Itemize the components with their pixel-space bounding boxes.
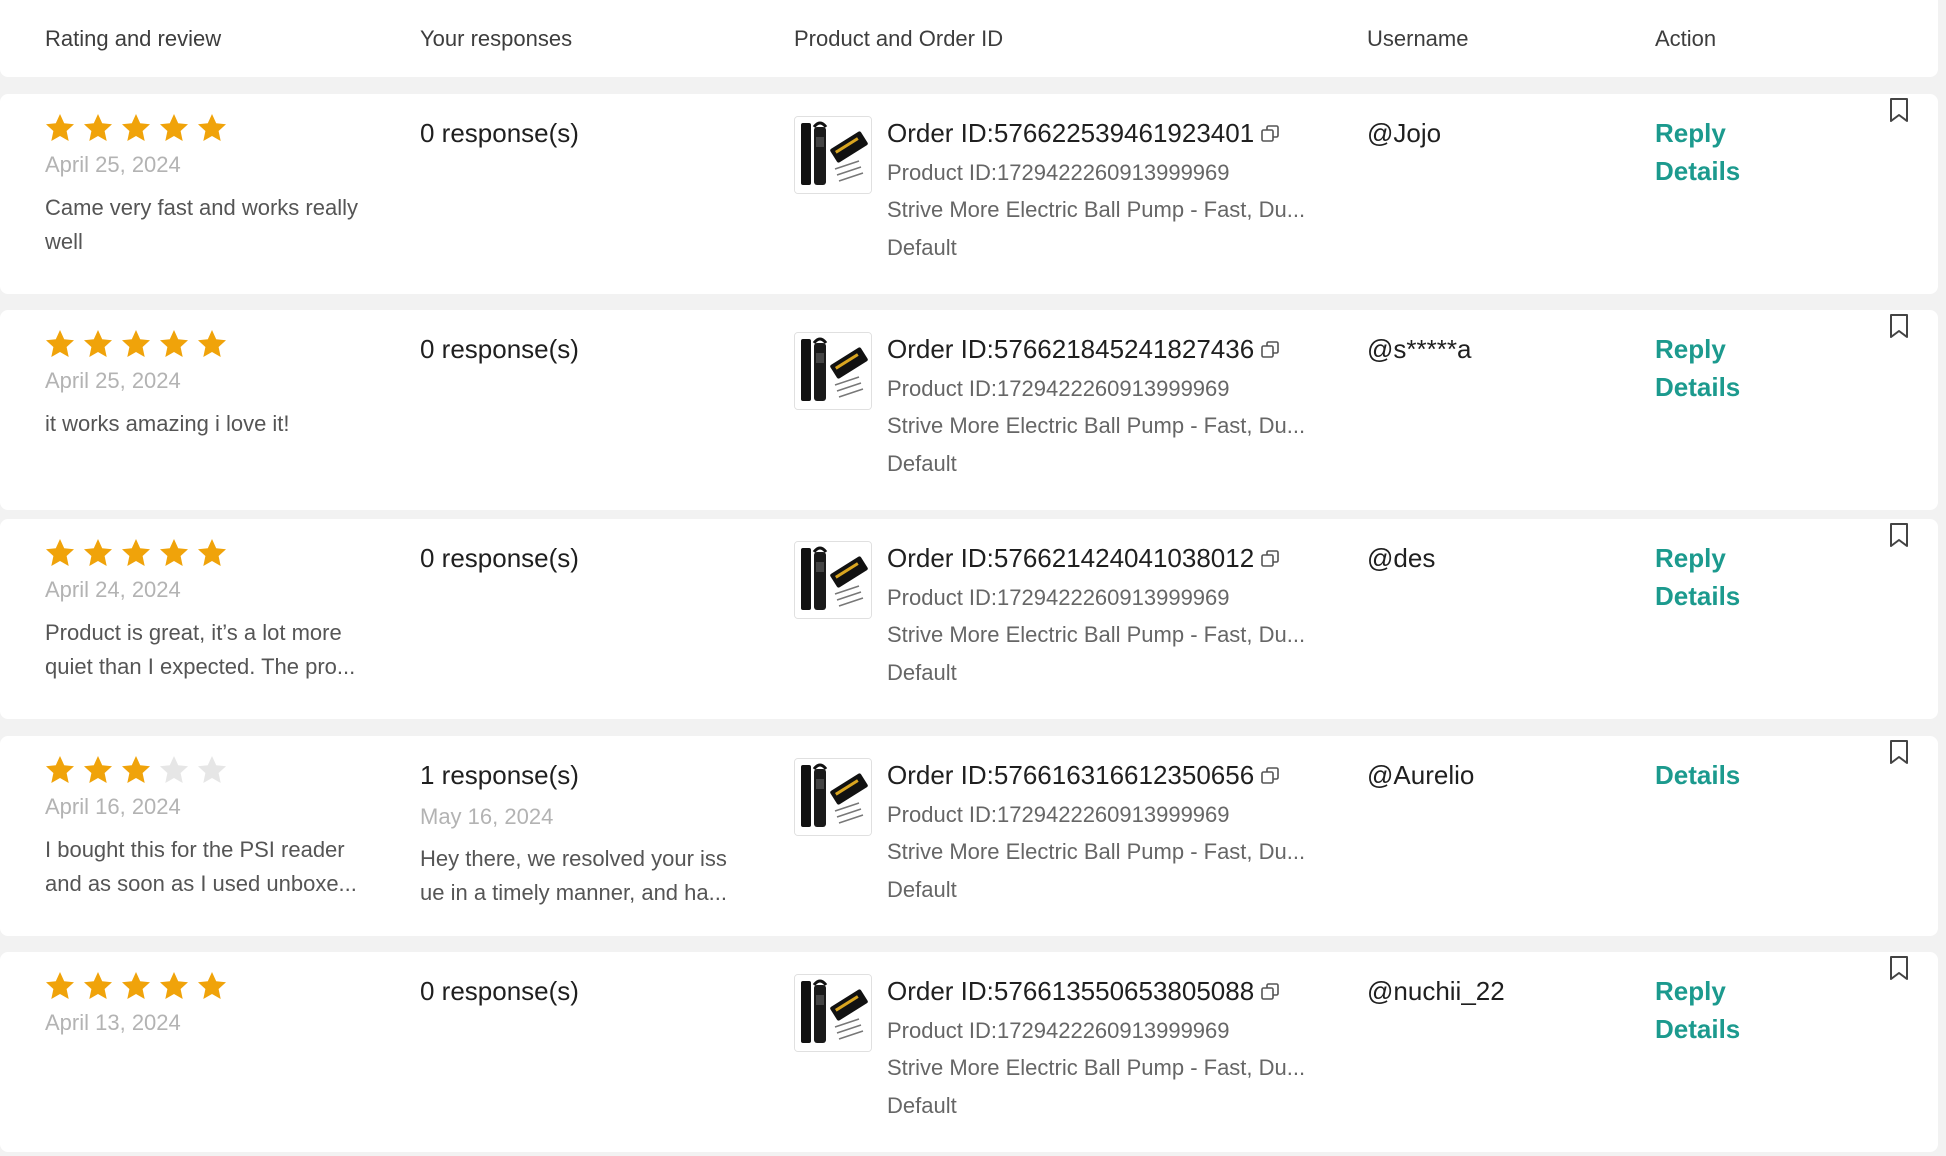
star-filled-icon — [44, 112, 76, 144]
review-date: April 24, 2024 — [45, 577, 181, 602]
copy-icon[interactable] — [1260, 124, 1280, 144]
star-rating — [44, 112, 228, 144]
response-count: 0 response(s) — [420, 334, 579, 364]
copy-icon[interactable] — [1260, 549, 1280, 569]
review-row — [0, 310, 1938, 510]
details-link[interactable]: Details — [1655, 156, 1741, 186]
product-thumbnail[interactable] — [794, 116, 872, 194]
response-count: 1 response(s) — [420, 760, 579, 790]
star-filled-icon — [196, 970, 228, 1002]
product-id: Product ID:1729422260913999969 — [887, 585, 1230, 610]
star-filled-icon — [196, 537, 228, 569]
order-id-text: Order ID:576613550653805088 — [887, 976, 1255, 1006]
star-filled-icon — [82, 537, 114, 569]
star-filled-icon — [82, 754, 114, 786]
product-id: Product ID:1729422260913999969 — [887, 376, 1230, 401]
star-empty-icon — [196, 754, 228, 786]
reply-link[interactable]: Reply — [1655, 976, 1726, 1006]
star-filled-icon — [120, 754, 152, 786]
star-filled-icon — [196, 112, 228, 144]
response-text-line: Hey there, we resolved your iss — [420, 846, 727, 871]
response-text — [420, 842, 755, 910]
product-name: Strive More Electric Ball Pump - Fast, Du... — [887, 839, 1306, 864]
copy-icon[interactable] — [1260, 766, 1280, 786]
review-date: April 16, 2024 — [45, 794, 181, 819]
star-filled-icon — [120, 112, 152, 144]
username: @des — [1367, 543, 1436, 573]
review-row — [0, 94, 1938, 294]
order-id-text: Order ID:576621424041038012 — [887, 543, 1255, 573]
star-filled-icon — [44, 970, 76, 1002]
action-group — [1655, 334, 1740, 402]
response-text-line: ue in a timely manner, and ha... — [420, 880, 727, 905]
star-rating — [44, 328, 228, 360]
star-filled-icon — [44, 754, 76, 786]
header-action: Action — [1655, 26, 1717, 51]
star-filled-icon — [82, 112, 114, 144]
action-group — [1655, 976, 1740, 1044]
review-row — [0, 736, 1938, 936]
review-text-line: well — [45, 229, 83, 254]
review-row — [0, 519, 1938, 719]
star-filled-icon — [158, 328, 190, 360]
product-name: Strive More Electric Ball Pump - Fast, Du... — [887, 1055, 1306, 1080]
username: @s*****a — [1367, 334, 1472, 364]
order-id-text: Order ID:576616316612350656 — [887, 760, 1255, 790]
review-text-line: and as soon as I used unboxe... — [45, 871, 357, 896]
star-filled-icon — [44, 328, 76, 360]
copy-icon[interactable] — [1260, 340, 1280, 360]
star-rating — [44, 537, 228, 569]
star-filled-icon — [120, 970, 152, 1002]
username: @Jojo — [1367, 118, 1442, 148]
review-text-line: quiet than I expected. The pro... — [45, 654, 356, 679]
header-product-order: Product and Order ID — [794, 26, 1004, 51]
details-link[interactable]: Details — [1655, 760, 1741, 790]
action-group — [1655, 543, 1740, 611]
product-variant: Default — [887, 235, 957, 260]
review-text-line: it works amazing i love it! — [45, 411, 290, 436]
username: @Aurelio — [1367, 760, 1475, 790]
star-empty-icon — [158, 754, 190, 786]
review-text — [45, 407, 385, 441]
header-rating-review: Rating and review — [45, 26, 222, 51]
product-thumbnail[interactable] — [794, 541, 872, 619]
star-filled-icon — [44, 537, 76, 569]
reply-link[interactable]: Reply — [1655, 543, 1726, 573]
details-link[interactable]: Details — [1655, 1014, 1741, 1044]
review-text — [45, 833, 385, 901]
response-count: 0 response(s) — [420, 976, 579, 1006]
star-filled-icon — [158, 112, 190, 144]
product-thumbnail[interactable] — [794, 758, 872, 836]
star-rating — [44, 970, 228, 1002]
bookmark-icon[interactable] — [1888, 521, 1910, 549]
header-username: Username — [1367, 26, 1469, 51]
star-filled-icon — [82, 970, 114, 1002]
product-thumbnail[interactable] — [794, 332, 872, 410]
username: @nuchii_22 — [1367, 976, 1505, 1006]
response-count: 0 response(s) — [420, 543, 579, 573]
action-group — [1655, 118, 1740, 186]
star-filled-icon — [120, 537, 152, 569]
product-id: Product ID:1729422260913999969 — [887, 160, 1230, 185]
order-id — [887, 334, 1280, 365]
order-id-text: Order ID:576622539461923401 — [887, 118, 1255, 148]
review-date: April 13, 2024 — [45, 1010, 181, 1035]
review-date: April 25, 2024 — [45, 368, 181, 393]
response-date: May 16, 2024 — [420, 804, 554, 829]
star-filled-icon — [158, 537, 190, 569]
star-rating — [44, 754, 228, 786]
bookmark-icon[interactable] — [1888, 738, 1910, 766]
review-text-line: I bought this for the PSI reader — [45, 837, 345, 862]
order-id — [887, 976, 1280, 1007]
star-filled-icon — [196, 328, 228, 360]
order-id — [887, 543, 1280, 574]
review-row — [0, 952, 1938, 1152]
product-name: Strive More Electric Ball Pump - Fast, Du... — [887, 413, 1306, 438]
review-text — [45, 191, 385, 259]
product-variant: Default — [887, 660, 957, 685]
review-text — [45, 616, 385, 684]
details-link[interactable]: Details — [1655, 581, 1741, 611]
reply-link[interactable]: Reply — [1655, 118, 1726, 148]
review-text-line: Came very fast and works really — [45, 195, 358, 220]
response-count: 0 response(s) — [420, 118, 579, 148]
copy-icon[interactable] — [1260, 982, 1280, 1002]
product-variant: Default — [887, 1093, 957, 1118]
review-date: April 25, 2024 — [45, 152, 181, 177]
details-link[interactable]: Details — [1655, 372, 1741, 402]
product-name: Strive More Electric Ball Pump - Fast, Du... — [887, 622, 1306, 647]
product-variant: Default — [887, 877, 957, 902]
product-id: Product ID:1729422260913999969 — [887, 802, 1230, 827]
bookmark-icon[interactable] — [1888, 96, 1910, 124]
order-id-text: Order ID:576621845241827436 — [887, 334, 1255, 364]
star-filled-icon — [158, 970, 190, 1002]
review-text-line: Product is great, it’s a lot more — [45, 620, 342, 645]
action-group — [1655, 760, 1740, 790]
star-filled-icon — [120, 328, 152, 360]
product-id: Product ID:1729422260913999969 — [887, 1018, 1230, 1043]
order-id — [887, 118, 1280, 149]
bookmark-icon[interactable] — [1888, 312, 1910, 340]
table-header — [0, 0, 1938, 77]
product-variant: Default — [887, 451, 957, 476]
product-name: Strive More Electric Ball Pump - Fast, Du... — [887, 197, 1306, 222]
order-id — [887, 760, 1280, 791]
header-your-responses: Your responses — [420, 26, 573, 51]
reply-link[interactable]: Reply — [1655, 334, 1726, 364]
product-thumbnail[interactable] — [794, 974, 872, 1052]
star-filled-icon — [82, 328, 114, 360]
bookmark-icon[interactable] — [1888, 954, 1910, 982]
